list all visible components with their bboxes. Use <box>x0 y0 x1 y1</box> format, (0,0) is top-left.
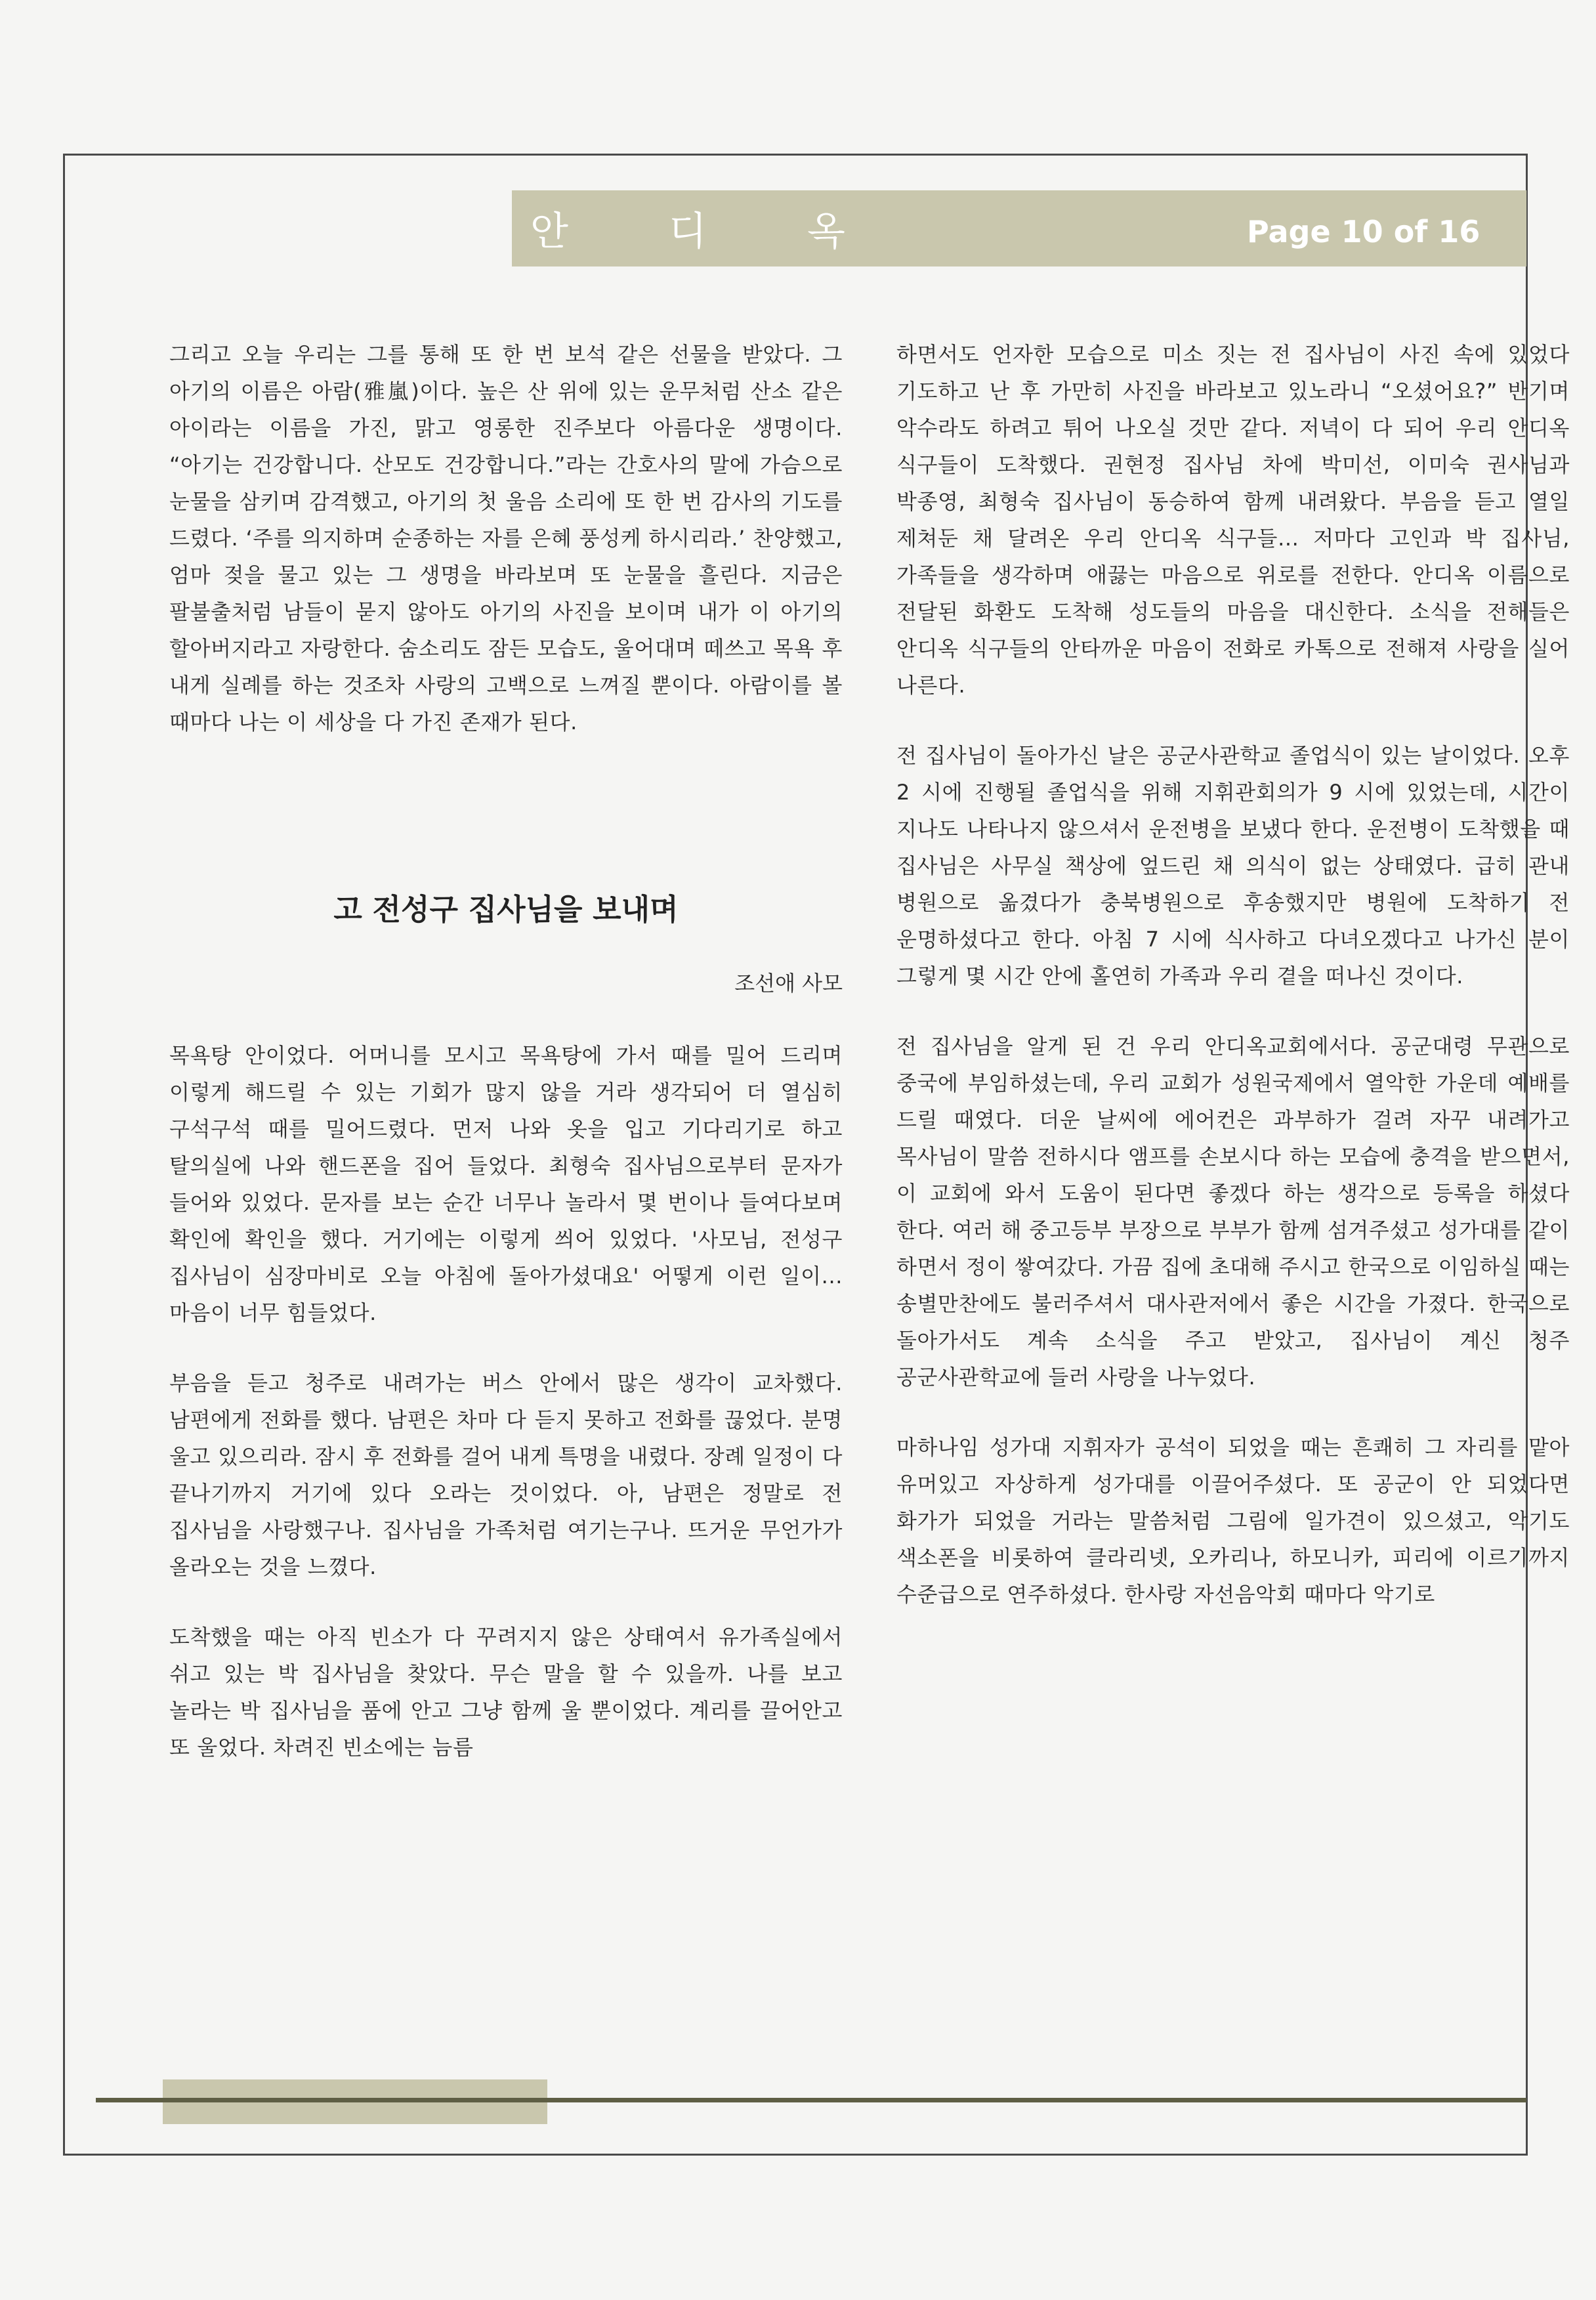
paragraph: 도착했을 때는 아직 빈소가 다 꾸려지지 않은 상태여서 유가족실에서 쉬고 있는 박 집사님을 찾았다. 무슨 말을 할 수 있을까. 나를 보고 놀라는 박 집사님을 품에 안고 그냥 함께 울 뿐이었다. 계리를 끌어안고 또 울었다. 차려진 빈소에는 늠름 <box>169 1625 843 1760</box>
right-column <box>896 336 1570 1646</box>
article-byline: 조선애 사모 <box>734 971 843 996</box>
paragraph: 부음을 듣고 청주로 내려가는 버스 안에서 많은 생각이 교차했다. 남편에게 전화를 했다. 남편은 차마 다 듣지 못하고 전화를 끊었다. 분명 울고 있으리라. 잠시 후 전화를 걸어 내게 특명을 내렸다. 장례 일정이 다 끝나기까지 거기에 있다 오라는 것이었다. 아, 남편은 정말로 전 집사님을 사랑했구나. 집사님을 가족처럼 여기는구나. 뜨거운 무언가가 올라오는 것을 느꼈다. <box>169 1371 843 1579</box>
intro-paragraph: 그리고 오늘 우리는 그를 통해 또 한 번 보석 같은 선물을 받았다. 그 아기의 이름은 아람(雅嵐)이다. 높은 산 위에 있는 운무처럼 산소 같은 아이라는 이름을 가진, 맑고 영롱한 진주보다 아름다운 생명이다. “아기는 건강합니다. 산모도 건강합니다.”라는 간호사의 말에 가슴으로 눈물을 삼키며 감격했고, 아기의 첫 울음 소리에 또 한 번 감사의 기도를 드렸다. ‘주를 의지하며 순종하는 자를 은혜 풍성케 하시리라.’ 찬양했고, 엄마 젖을 물고 있는 그 생명을 바라보며 또 눈물을 흘린다. 지금은 팔불출처럼 남들이 묻지 않아도 아기의 사진을 보이며 내가 이 아기의 할아버지라고 자랑한다. 숨소리도 잠든 모습도, 울어대며 떼쓰고 목욕 후 내게 실례를 하는 것조차 사랑의 고백으로 느껴질 뿐이다. 아람이를 볼 때마다 나는 이 세상을 다 가진 존재가 된다. <box>169 342 843 735</box>
paragraph: 목욕탕 안이었다. 어머니를 모시고 목욕탕에 가서 때를 밀어 드리며 이렇게 해드릴 수 있는 기회가 많지 않을 거라 생각되어 더 열심히 구석구석 때를 밀어드렸다. 먼저 나와 옷을 입고 기다리기로 하고 탈의실에 나와 핸드폰을 집어 들었다. 최형숙 집사님으로부터 문자가 들어와 있었다. 문자를 보는 순간 너무나 놀라서 몇 번이나 들여다보며 확인에 확인을 했다. 거기에는 이렇게 씌어 있었다. '사모님, 전성구 집사님이 심장마비로 오늘 아침에 돌아가셨대요' 어떻게 이런 일이... 마음이 너무 힘들었다. <box>169 1043 843 1325</box>
paragraph: 마하나임 성가대 지휘자가 공석이 되었을 때는 흔쾌히 그 자리를 맡아 유머있고 자상하게 성가대를 이끌어주셨다. 또 공군이 안 되었다면 화가가 되었을 거라는 말씀처럼 그림에 일가견이 있으셨고, 악기도 색소폰을 비롯하여 클라리넷, 오카리나, 하모니카, 피리에 이르기까지 수준급으로 연주하셨다. 한사랑 자선음악회 때마다 악기로 <box>896 1435 1570 1607</box>
footer-rule <box>96 2098 1526 2102</box>
title-char-3: 옥 <box>807 209 845 255</box>
title-char-1: 안 <box>530 209 568 255</box>
paragraph: 하면서도 언자한 모습으로 미소 짓는 전 집사님이 사진 속에 있었다 기도하고 난 후 가만히 사진을 바라보고 있노라니 “오셨어요?” 반기며 악수라도 하려고 튀어 나오실 것만 같다. 저녁이 다 되어 우리 안디옥 식구들이 도착했다. 권현정 집사님 차에 박미선, 이미숙 권사님과 박종영, 최형숙 집사님이 동승하여 함께 내려왔다. 부음을 듣고 열일 제쳐둔 채 달려온 우리 안디옥 식구들... 저마다 고인과 박 집사님, 가족들을 생각하며 애끓는 마음으로 위로를 전한다. 안디옥 이름으로 전달된 화환도 도착해 성도들의 마음을 대신한다. 소식을 전해들은 안디옥 식구들의 안타까운 마음이 전화로 카톡으로 전해져 사랑을 실어 나른다. <box>896 342 1570 698</box>
paragraph: 전 집사님이 돌아가신 날은 공군사관학교 졸업식이 있는 날이었다. 오후 2 시에 진행될 졸업식을 위해 지휘관회의가 9 시에 있었는데, 시간이 지나도 나타나지 않으셔서 운전병을 보냈다 한다. 운전병이 도착했을 때 집사님은 사무실 책상에 엎드린 채 의식이 없는 상태였다. 급히 관내 병원으로 옮겼다가 충북병원으로 후송했지만 병원에 도착하기 전 운명하셨다고 한다. 아침 7 시에 식사하고 다녀오겠다고 나가신 분이 그렇게 몇 시간 안에 홀연히 가족과 우리 곁을 떠나신 것이다. <box>896 743 1570 989</box>
title-char-2: 디 <box>669 209 707 255</box>
left-column <box>169 336 843 1799</box>
page-number: Page 10 of 16 <box>1247 214 1480 249</box>
article-title: 고 전성구 집사님을 보내며 <box>333 892 679 927</box>
paragraph: 전 집사님을 알게 된 건 우리 안디옥교회에서다. 공군대령 무관으로 중국에 부임하셨는데, 우리 교회가 성원국제에서 열악한 가운데 예배를 드릴 때였다. 더운 날씨에 에어컨은 과부하가 걸려 자꾸 내려가고 목사님이 말씀 전하시다 앰프를 손보시다 하는 모습에 충격을 받으면서, 이 교회에 와서 도움이 된다면 좋겠다 하는 생각으로 등록을 하셨다 한다. 여러 해 중고등부 부장으로 부부가 함께 섬겨주셨고 성가대를 같이 하면서 정이 쌓여갔다. 가끔 집에 초대해 주시고 한국으로 이임하실 때는 송별만찬에도 불러주셔서 대사관저에서 좋은 시간을 가졌다. 한국으로 돌아가서도 계속 소식을 주고 받았고, 집사님이 계신 청주 공군사관학교에 들러 사랑을 나누었다. <box>896 1034 1570 1390</box>
section-gap <box>169 774 843 889</box>
newsletter-title <box>530 203 845 253</box>
